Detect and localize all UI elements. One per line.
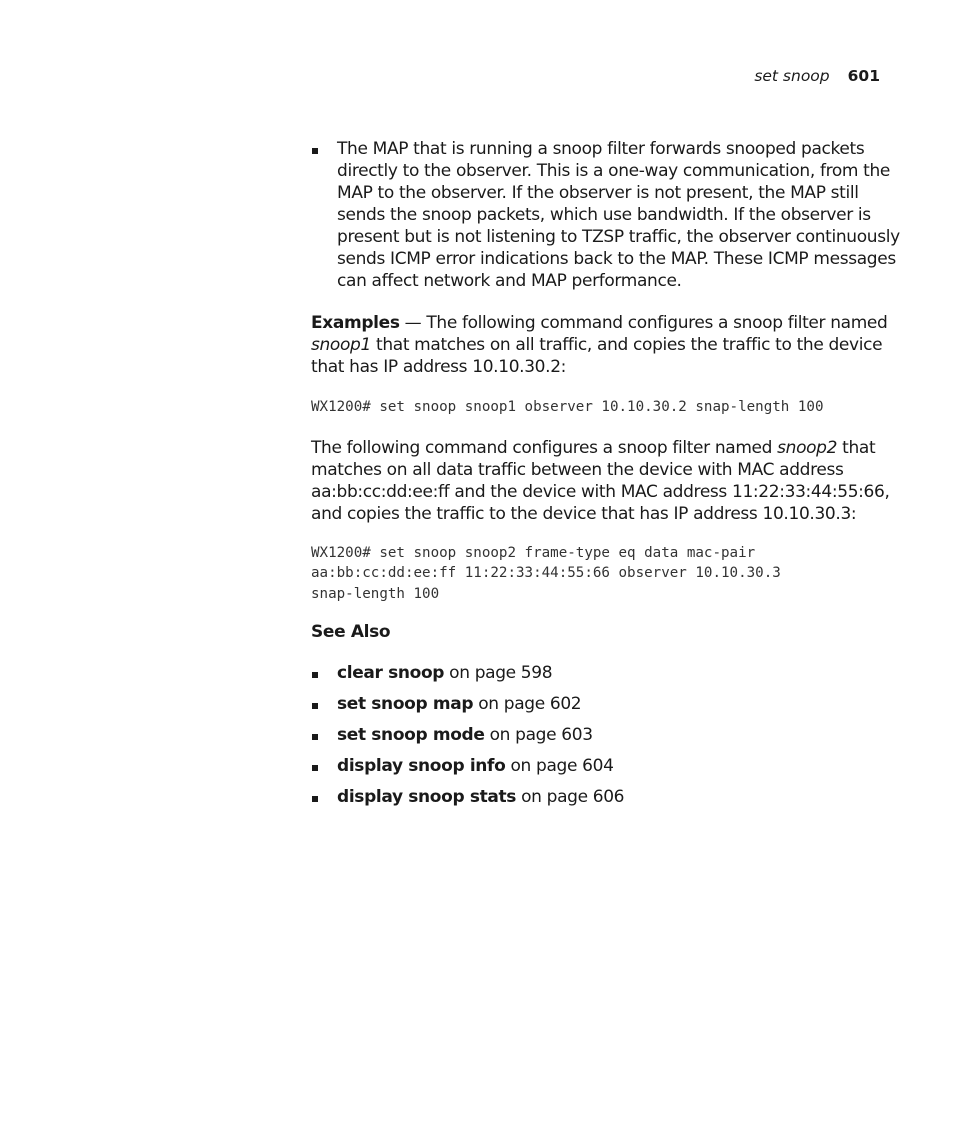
examples-label: Examples — [311, 313, 400, 333]
see-also-item-clear-snoop[interactable] — [311, 662, 911, 684]
see-also-command[interactable]: set snoop map — [337, 694, 474, 714]
code-example-1: WX1200# set snoop snoop1 observer 10.10.30.2 snap-length 100 — [311, 399, 824, 415]
see-also-page-ref: on page 603 — [484, 725, 593, 745]
bullet-square-icon — [312, 703, 318, 709]
example2-paragraph — [311, 437, 911, 525]
bullet-square-icon — [312, 796, 318, 802]
header-section-title: set snoop — [754, 67, 830, 85]
see-also-item-set-snoop-mode[interactable] — [311, 724, 911, 746]
example2-text-b: that matches on all data traffic between the device with MAC address aa:bb:cc:dd:ee:ff and the device with MAC address 11:22:33:44:55:66, and copies the traffic to the device that has IP address 10.10.30.3: — [311, 437, 890, 524]
bullet-square-icon — [312, 148, 318, 154]
see-also-command[interactable]: display snoop info — [337, 756, 506, 776]
see-also-item-display-snoop-stats[interactable] — [311, 786, 911, 808]
see-also-page-ref: on page 604 — [505, 756, 614, 776]
note-bullet-item — [311, 138, 911, 292]
see-also-page-ref: on page 606 — [516, 787, 625, 807]
code-example-2: WX1200# set snoop snoop2 frame-type eq data mac-pair aa:bb:cc:dd:ee:ff 11:22:33:44:55:66 observer 10.10.30.3 snap-length 100 — [311, 544, 781, 602]
examples-intro-a: — The following command configures a snoop filter named — [399, 313, 888, 333]
note-list — [311, 138, 911, 292]
examples-paragraph — [311, 312, 911, 378]
see-also-item-set-snoop-map[interactable] — [311, 693, 911, 715]
filter-name-snoop1: snoop1 — [311, 335, 371, 355]
page-body — [311, 138, 911, 817]
see-also-command[interactable]: clear snoop — [337, 663, 445, 683]
filter-name-snoop2: snoop2 — [777, 437, 838, 458]
page-number: 601 — [847, 67, 880, 85]
see-also-heading: See Also — [311, 622, 391, 642]
running-header — [754, 66, 880, 86]
bullet-square-icon — [312, 672, 318, 678]
see-also-page-ref: on page 598 — [444, 663, 553, 683]
bullet-square-icon — [312, 734, 318, 740]
see-also-command[interactable]: display snoop stats — [337, 787, 517, 807]
see-also-item-display-snoop-info[interactable] — [311, 755, 911, 777]
see-also-command[interactable]: set snoop mode — [337, 725, 485, 745]
see-also-list — [311, 662, 911, 808]
examples-intro-b: that matches on all traffic, and copies the traffic to the device that has IP address 10.10.30.2: — [311, 335, 883, 377]
example2-text-a: The following command configures a snoop filter named — [311, 437, 778, 458]
note-bullet-text: The MAP that is running a snoop filter forwards snooped packets directly to the observer. This is a one-way communication, from the MAP to the observer. If the observer is not present, the MAP still sends the snoop packets, which use bandwidth. If the observer is present but is not listening to TZSP traffic, the observer continuously sends ICMP error indications back to the MAP. These ICMP messages can affect network and MAP performance. — [337, 139, 900, 291]
see-also-page-ref: on page 602 — [473, 694, 582, 714]
bullet-square-icon — [312, 765, 318, 771]
